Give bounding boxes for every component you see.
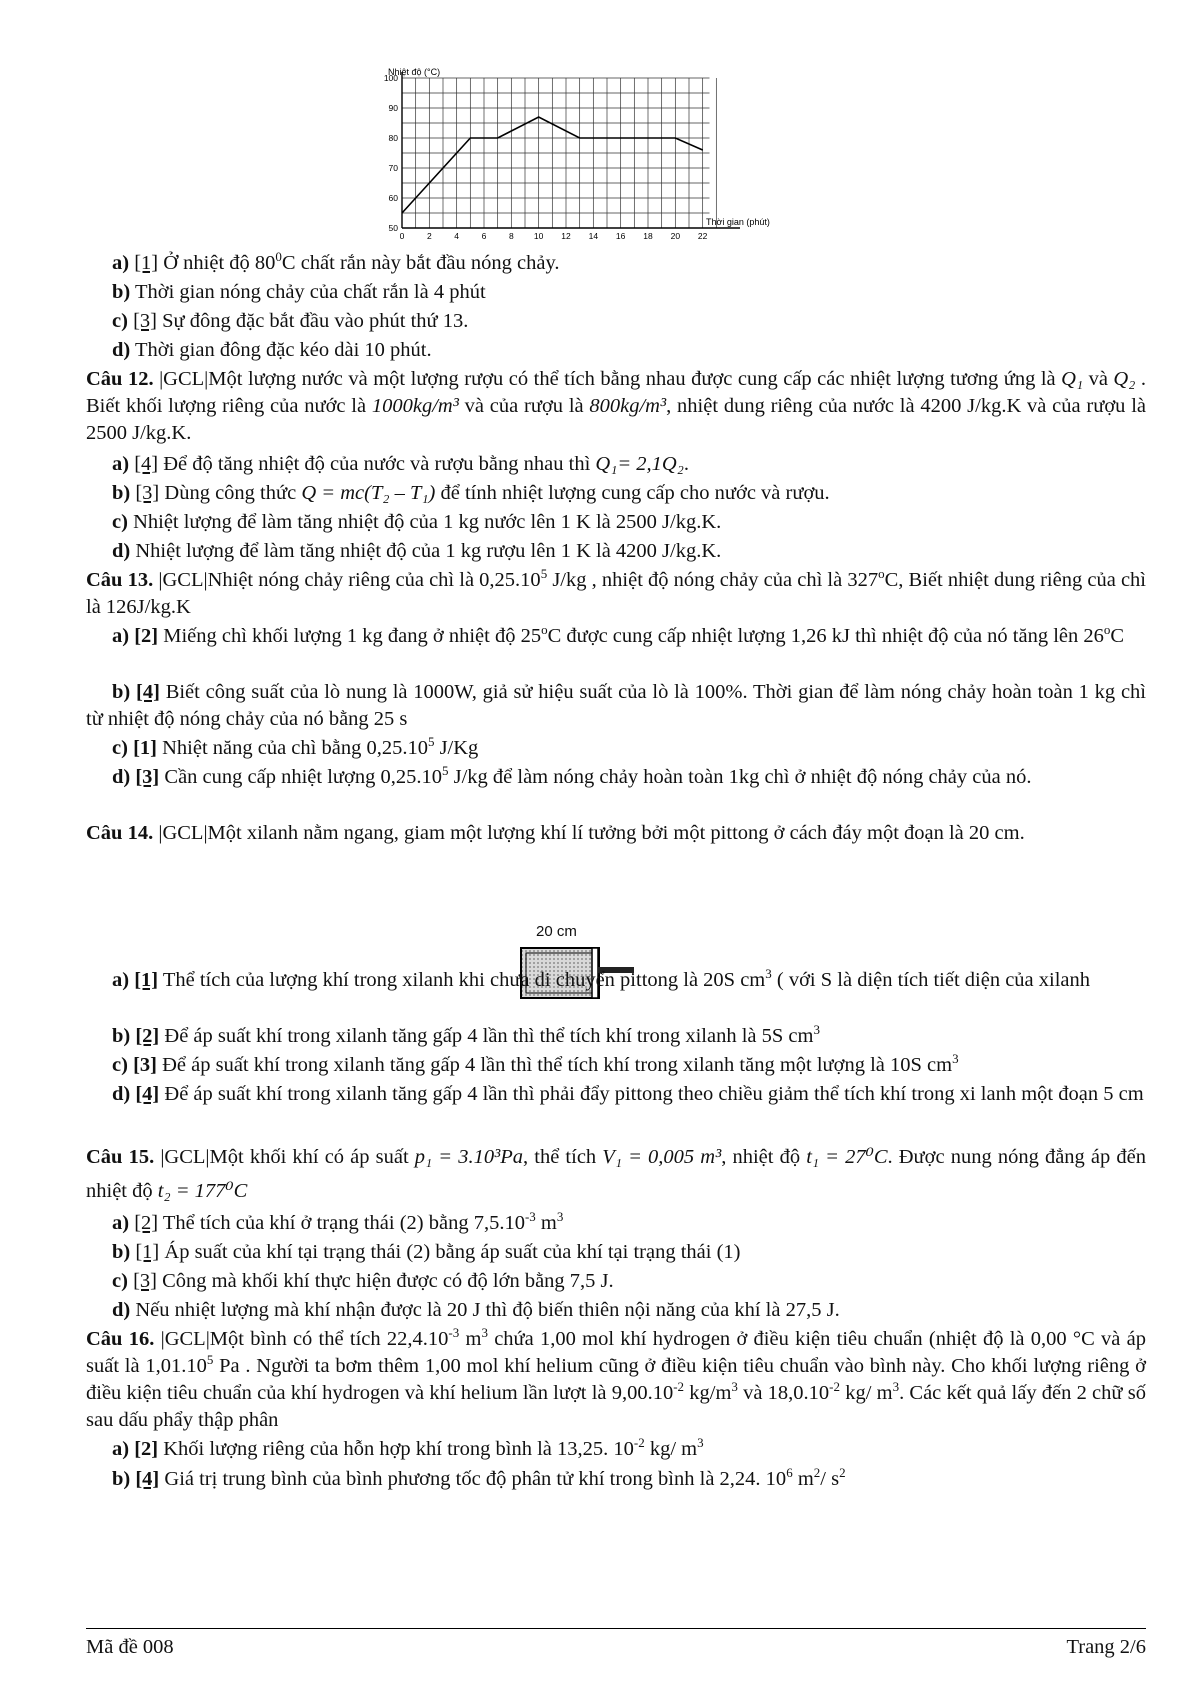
- x-tick-label: 4: [454, 231, 460, 241]
- y-tick-label: 100: [383, 73, 398, 83]
- q12-option-b: b) [3] Dùng công thức Q = mc(T₂ – T₁) để tính nhiệt lượng cung cấp cho nước và rượu.: [112, 482, 830, 504]
- temperature-chart: [380, 58, 780, 248]
- q11-option-b: b) Thời gian nóng chảy của chất rắn là 4 phút: [112, 281, 486, 303]
- q15-option-c: c) [3] Công mà khối khí thực hiện được có độ lớn bằng 7,5 J.: [112, 1270, 614, 1292]
- y-tick-label: 70: [388, 163, 398, 173]
- cylinder-length-label: 20 cm: [536, 923, 577, 940]
- x-tick-label: 12: [561, 231, 571, 241]
- y-axis-label: Nhiệt độ (°C): [388, 67, 441, 77]
- q16-stem: Câu 16. |GCL|Một bình có thể tích $22,4.10^{-3}$ $m^3$ chứa 1,00 mol khí hydrogen ở điều kiện tiêu chuẩn (nhiệt độ là 0,00 °C và áp suất là 1,01.10$^5$ Pa . Người ta bơm thêm 1,00 mol khí helium cũng ở điều kiện tiêu chuẩn vào bình này. Cho khối lượng riêng ở điều kiện tiêu chuẩn của khí hydrogen và khí helium lần lượt là $9,00.10^{-2}$ $kg/m^3$ và $18,0.10^{-2}$ kg/ $m^3$. Các kết quả lấy đến 2 chữ số sau dấu phẩy thập phân: [86, 1325, 1146, 1431]
- chart-grid: [402, 78, 716, 228]
- q12-option-d: d) Nhiệt lượng để làm tăng nhiệt độ của 1 kg rượu lên 1 K là 4200 J/kg.K.: [112, 540, 722, 562]
- q15-option-d: d) Nếu nhiệt lượng mà khí nhận được là 20 J thì độ biến thiên nội năng của khí là 27,5 J.: [112, 1299, 840, 1321]
- q16-option-a: a) [2] Khối lượng riêng của hỗn hợp khí trong bình là 13,25. $10^{-2}$ kg/ $m^3$: [112, 1435, 704, 1460]
- x-tick-label: 6: [481, 231, 487, 241]
- q11-option-c: c) [3] Sự đông đặc bắt đầu vào phút thứ 13.: [112, 310, 469, 332]
- q14-stem: Câu 14. |GCL|Một xilanh nằm ngang, giam một lượng khí lí tưởng bởi một pittong ở cách đáy một đoạn là 20 cm.: [86, 822, 1025, 844]
- y-tick-label: 90: [388, 103, 398, 113]
- q13-stem: Câu 13. |GCL|Nhiệt nóng chảy riêng của chì là 0,25.10$^5$ J/kg , nhiệt độ nóng chảy của chì là 327$^o$C, Biết nhiệt dung riêng của chì là 126J/kg.K: [86, 566, 1146, 618]
- q14-option-c: c) [3] Để áp suất khí trong xilanh tăng gấp 4 lần thì thể tích khí trong xilanh tăng một lượng là 10S $cm^3$: [112, 1051, 959, 1076]
- q12-stem: Câu 12. |GCL|Một lượng nước và một lượng rượu có thể tích bằng nhau được cung cấp các nhiệt lượng tương ứng là Q₁ và Q₂ . Biết khối lượng riêng của nước là 1000kg/m³ và của rượu là 800kg/m³, nhiệt dung riêng của nước là 4200 J/kg.K và của rượu là 2500 J/kg.K.: [86, 368, 1146, 444]
- y-tick-label: 60: [388, 193, 398, 203]
- x-tick-label: 2: [426, 231, 432, 241]
- q12-option-a: a) [4] Để độ tăng nhiệt độ của nước và rượu bằng nhau thì Q₁= 2,1Q₂.: [112, 453, 689, 475]
- q12-option-c: c) Nhiệt lượng để làm tăng nhiệt độ của 1 kg nước lên 1 K là 2500 J/kg.K.: [112, 511, 722, 533]
- x-tick-label: 18: [643, 231, 653, 241]
- q13-option-b: b) [4] Biết công suất của lò nung là 1000W, giả sử hiệu suất của lò là 100%. Thời gian để làm nóng chảy hoàn toàn 1 kg chì từ nhiệt độ nóng chảy của nó bằng 25 s: [86, 681, 1146, 730]
- q11-option-d: d) Thời gian đông đặc kéo dài 10 phút.: [112, 339, 432, 361]
- q15-option-b: b) [1] Áp suất của khí tại trạng thái (2) bằng áp suất của khí tại trạng thái (1): [112, 1241, 741, 1263]
- x-tick-label: 20: [670, 231, 681, 241]
- x-tick-label: 8: [508, 231, 514, 241]
- q15-stem: Câu 15. |GCL|Một khối khí có áp suất p₁ = 3.10³Pa, thể tích V₁ = 0,005 m³, nhiệt độ t₁ = 27⁰C. Được nung nóng đẳng áp đến nhiệt độ t₂ = 177⁰C: [86, 1146, 1146, 1202]
- x-tick-label: 10: [533, 231, 544, 241]
- q14-option-a: a) [1] Thể tích của lượng khí trong xilanh khi chưa di chuyển pittong là 20S $cm^3$ ( với S là diện tích tiết diện của xilanh: [112, 966, 1091, 991]
- x-tick-label: 22: [697, 231, 708, 241]
- q13-option-c: c) [1] Nhiệt năng của chì bằng 0,25.10$^5$ J/Kg: [112, 734, 479, 759]
- x-tick-label: 14: [588, 231, 599, 241]
- x-tick-label: 0: [399, 231, 405, 241]
- q11-option-a: a) [1] Ở nhiệt độ $80^0C$ chất rắn này bắt đầu nóng chảy.: [112, 249, 560, 274]
- footer-page-number: Trang 2/6: [1066, 1636, 1146, 1658]
- footer-exam-code: Mã đề 008: [86, 1636, 174, 1658]
- x-axis-label: Thời gian (phút): [706, 217, 770, 227]
- q16-option-b: b) [4] Giá trị trung bình của bình phương tốc độ phân tử khí trong bình là 2,24. $10^6$ $m^2/$ $s^2$: [112, 1465, 846, 1490]
- q13-option-d: d) [3] Cần cung cấp nhiệt lượng 0,25.10$^5$ J/kg để làm nóng chảy hoàn toàn 1kg chì ở nhiệt độ nóng chảy của nó.: [112, 763, 1032, 788]
- q15-option-a: a) [2] Thể tích của khí ở trạng thái (2) bằng $7,5.10^{-3}$ $m^3$: [112, 1209, 564, 1234]
- footer-divider: [86, 1628, 1146, 1629]
- y-tick-label: 80: [388, 133, 398, 143]
- q14-option-d: d) [4] Để áp suất khí trong xilanh tăng gấp 4 lần thì phải đẩy pittong theo chiều giảm thể tích khí trong xi lanh một đoạn 5 cm: [112, 1083, 1144, 1105]
- q13-option-a: a) [2] Miếng chì khối lượng 1 kg đang ở nhiệt độ 25$^o$C được cung cấp nhiệt lượng 1,26 kJ thì nhiệt độ của nó tăng lên 26$^o$C: [112, 622, 1125, 647]
- q14-option-b: b) [2] Để áp suất khí trong xilanh tăng gấp 4 lần thì thể tích khí trong xilanh là 5S $cm^3$: [112, 1022, 820, 1047]
- x-tick-label: 16: [615, 231, 626, 241]
- y-tick-label: 50: [388, 223, 398, 233]
